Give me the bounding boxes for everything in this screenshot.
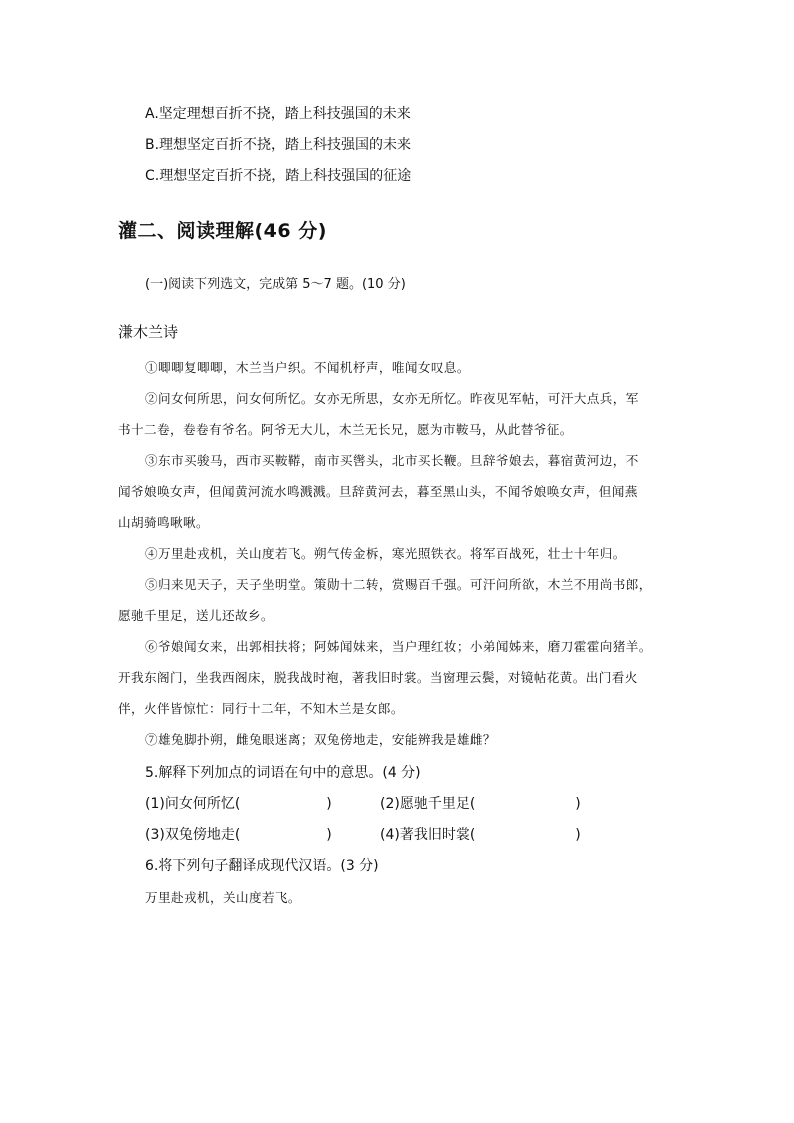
poem-line: 闻爷娘唤女声，但闻黄河流水鸣溅溅。旦辞黄河去，暮至黑山头，不闻爷娘唤女声，但闻燕 — [118, 484, 638, 499]
option-c: C.理想坚定百折不挠，踏上科技强国的征途 — [145, 168, 412, 184]
poem-line: ⑦雄兔脚扑朔，雌兔眼迷离；双兔傍地走，安能辨我是雄雌？ — [145, 732, 496, 747]
question-6-sentence: 万里赴戎机，关山度若飞。 — [145, 890, 301, 905]
item-label: (4)著我旧时裳( — [380, 827, 476, 843]
item-label: (3)双兔傍地走( — [145, 827, 241, 843]
question-5-item-4 — [380, 824, 581, 844]
section-intro: (一)阅读下列选文，完成第 5～7 题。(10 分) — [145, 277, 406, 292]
poem-line: 开我东阁门，坐我西阁床，脱我战时袍，著我旧时裳。当窗理云鬓，对镜帖花黄。出门看火 — [118, 670, 638, 685]
item-close: ) — [575, 827, 581, 843]
poem-line: 伴，火伴皆惊忙：同行十二年，不知木兰是女郎。 — [118, 701, 404, 716]
item-label: (2)愿驰千里足( — [380, 796, 476, 812]
option-a: A.坚定理想百折不挠，踏上科技强国的未来 — [145, 106, 411, 122]
question-6-prompt: 6.将下列句子翻译成现代汉语。(3 分) — [145, 858, 379, 874]
item-close: ) — [326, 827, 332, 843]
section-heading: 灌二、阅读理解(46 分) — [118, 220, 327, 242]
item-close: ) — [326, 796, 332, 812]
option-b: B.理想坚定百折不挠，踏上科技强国的未来 — [145, 137, 412, 153]
item-close: ) — [575, 796, 581, 812]
question-5-item-3 — [145, 824, 332, 844]
poem-line: ⑥爷娘闻女来，出郭相扶将；阿姊闻妹来，当户理红妆；小弟闻姊来，磨刀霍霍向猪羊。 — [145, 639, 652, 654]
question-5-item-2 — [380, 793, 581, 813]
poem-line: ⑤归来见天子，天子坐明堂。策勋十二转，赏赐百千强。可汗问所欲，木兰不用尚书郎， — [145, 577, 652, 592]
poem-title: 溓木兰诗 — [118, 323, 179, 341]
question-5-item-1 — [145, 793, 332, 813]
poem-line: ①唧唧复唧唧，木兰当户织。不闻机杼声，唯闻女叹息。 — [145, 360, 470, 375]
poem-line: 山胡骑鸣啾啾。 — [118, 515, 209, 530]
poem-line: ④万里赴戎机，关山度若飞。朔气传金柝，寒光照铁衣。将军百战死，壮士十年归。 — [145, 546, 626, 561]
poem-line: 愿驰千里足，送儿还故乡。 — [118, 608, 274, 623]
poem-line: ②问女何所思，问女何所忆。女亦无所思，女亦无所忆。昨夜见军帖，可汗大点兵，军 — [145, 391, 639, 406]
question-5-prompt: 5.解释下列加点的词语在句中的意思。(4 分) — [145, 765, 421, 781]
item-label: (1)问女何所忆( — [145, 796, 241, 812]
poem-line: 书十二卷，卷卷有爷名。阿爷无大儿，木兰无长兄，愿为市鞍马，从此替爷征。 — [118, 422, 573, 437]
poem-line: ③东市买骏马，西市买鞍鞯，南市买辔头，北市买长鞭。旦辞爷娘去，暮宿黄河边，不 — [145, 453, 639, 468]
